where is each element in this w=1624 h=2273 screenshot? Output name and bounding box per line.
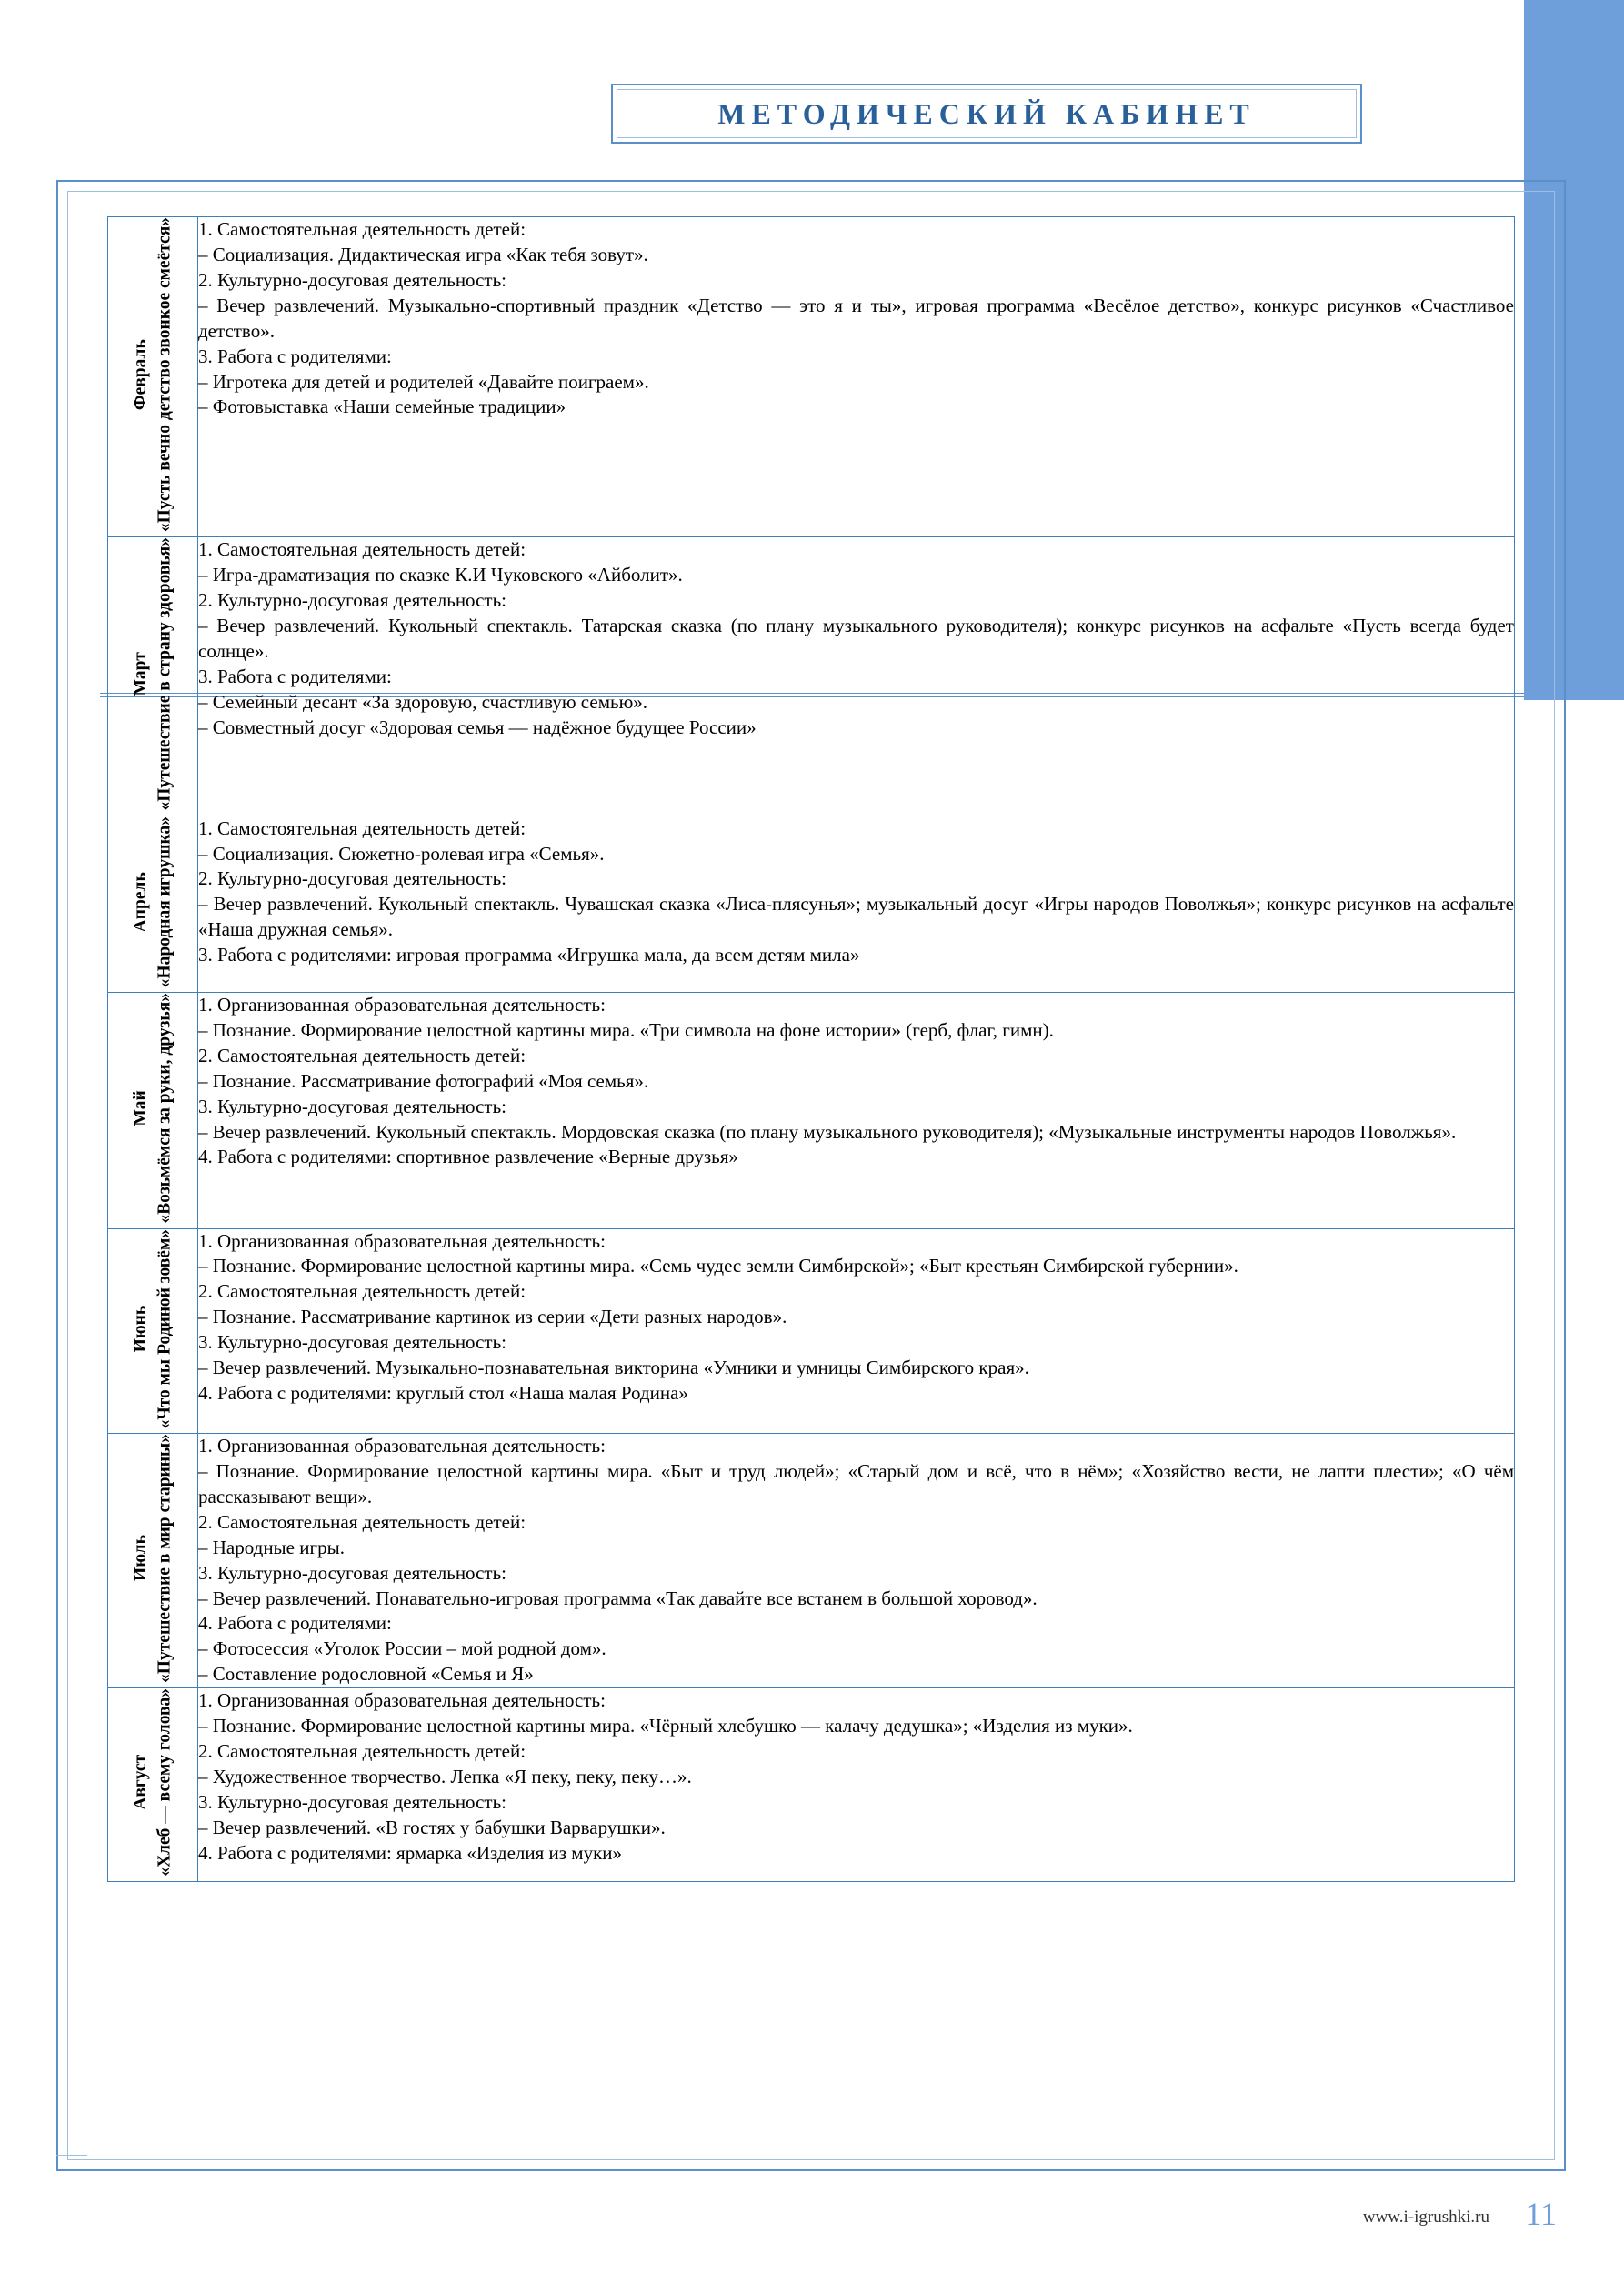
activity-line: 2. Культурно-досуговая деятельность: bbox=[198, 588, 506, 611]
table-row bbox=[108, 1433, 1515, 1687]
activity-line: 2. Самостоятельная деятельность детей: bbox=[198, 1044, 526, 1066]
activity-line: – Познание. Формирование целостной картины мира. «Чёрный хлебушко — калачу дедушка»; «Изделия из муки». bbox=[198, 1715, 1133, 1737]
activity-line: 2. Самостоятельная деятельность детей: bbox=[198, 1280, 526, 1303]
activity-line: – Познание. Рассматривание фотографий «Моя семья». bbox=[198, 1069, 649, 1092]
activity-line: 1. Самостоятельная деятельность детей: bbox=[198, 538, 526, 561]
footer-site-url[interactable]: www.i-igrushki.ru bbox=[1362, 2208, 1489, 2227]
activity-line: – Семейный десант «За здоровую, счастливую семью». bbox=[198, 690, 648, 713]
activity-line: – Вечер развлечений. Понавательно-игровая программа «Так давайте все встанем в большой хоровод». bbox=[198, 1587, 1038, 1609]
table-row bbox=[108, 992, 1515, 1228]
activity-line: – Вечер развлечений. Кукольный спектакль. Чувашская сказка «Лиса-плясунья»; музыкальный досуг «Игры народов Поволжья»; конкурс рисунков на асфальте «Наша дружная семья». bbox=[198, 893, 1514, 941]
activity-line: – Фотосессия «Уголок России – мой родной дом». bbox=[198, 1637, 606, 1660]
table-row bbox=[108, 537, 1515, 816]
month-theme-label bbox=[129, 816, 177, 987]
header-banner bbox=[611, 84, 1362, 144]
activity-line: – Вечер развлечений. Кукольный спектакль. Мордовская сказка (по плану музыкального руководителя); «Музыкальные инструменты народов Поволжья». bbox=[198, 1120, 1457, 1143]
activity-line: – Игротека для детей и родителей «Давайте поиграем». bbox=[198, 370, 649, 393]
activity-line: 4. Работа с родителями: круглый стол «Наша малая Родина» bbox=[198, 1382, 688, 1405]
activity-line: 3. Культурно-досуговая деятельность: bbox=[198, 1790, 506, 1813]
month-name: Май bbox=[130, 1090, 150, 1126]
activity-line: – Игра-драматизация по сказке К.И Чуковского «Айболит». bbox=[198, 564, 683, 586]
activity-line: – Вечер развлечений. Музыкально-познавательная викторина «Умники и умницы Симбирского края». bbox=[198, 1357, 1029, 1379]
month-name: Июнь bbox=[130, 1305, 150, 1353]
activity-line: 2. Культурно-досуговая деятельность: bbox=[198, 867, 506, 890]
activity-line: – Познание. Формирование целостной картины мира. «Быт и труд людей»; «Старый дом и всё, что в нём»; «Хозяйство вести, не лапти плести»; «О чём рассказывают вещи». bbox=[198, 1459, 1514, 1507]
plan-table-body bbox=[108, 217, 1515, 1882]
month-theme-label bbox=[129, 993, 177, 1224]
month-theme: «Пусть вечно детство звонкое смеётся» bbox=[155, 217, 174, 533]
activity-line: – Составление родословной «Семья и Я» bbox=[198, 1663, 534, 1686]
activity-line: 2. Самостоятельная деятельность детей: bbox=[198, 1510, 526, 1533]
table-row bbox=[108, 816, 1515, 992]
activities-cell bbox=[198, 1228, 1515, 1433]
month-cell bbox=[108, 217, 198, 537]
month-cell bbox=[108, 537, 198, 816]
month-cell bbox=[108, 1688, 198, 1882]
month-theme-label bbox=[129, 1688, 177, 1877]
activity-line: – Познание. Формирование целостной картины мира. «Три символа на фоне истории» (герб, флаг, гимн). bbox=[198, 1018, 1054, 1041]
activity-line: – Социализация. Сюжетно-ролевая игра «Семья». bbox=[198, 842, 605, 865]
activities-cell bbox=[198, 1433, 1515, 1687]
activity-line: 3. Культурно-досуговая деятельность: bbox=[198, 1561, 506, 1584]
page-footer bbox=[0, 2195, 1624, 2249]
activity-line: 3. Культурно-досуговая деятельность: bbox=[198, 1331, 506, 1354]
activity-line: 3. Работа с родителями: bbox=[198, 345, 392, 367]
month-theme-label bbox=[129, 1434, 177, 1683]
table-row bbox=[108, 1228, 1515, 1433]
month-name: Август bbox=[130, 1755, 150, 1810]
activity-line: 1. Организованная образовательная деятельность: bbox=[198, 1689, 606, 1712]
activity-line: 2. Культурно-досуговая деятельность: bbox=[198, 268, 506, 291]
month-name: Февраль bbox=[130, 339, 150, 411]
activity-line: – Социализация. Дидактическая игра «Как тебя зовут». bbox=[198, 243, 648, 265]
activities-cell bbox=[198, 1688, 1515, 1882]
month-theme: «Путешествие в мир старины» bbox=[155, 1433, 174, 1683]
month-name: Апрель bbox=[130, 871, 150, 932]
table-row bbox=[108, 1688, 1515, 1882]
activity-line: 3. Культурно-досуговая деятельность: bbox=[198, 1095, 506, 1117]
activity-line: 4. Работа с родителями: спортивное развлечение «Верные друзья» bbox=[198, 1146, 738, 1168]
activity-line: – Познание. Формирование целостной картины мира. «Семь чудес земли Симбирской»; «Быт крестьян Симбирской губернии». bbox=[198, 1255, 1238, 1277]
activity-line: 1. Самостоятельная деятельность детей: bbox=[198, 816, 526, 839]
month-theme-label bbox=[129, 217, 177, 532]
plan-table-wrapper bbox=[107, 216, 1515, 1882]
month-theme: «Возьмёмся за руки, друзья» bbox=[155, 992, 174, 1224]
activities-cell bbox=[198, 537, 1515, 816]
month-theme: «Хлеб — всему голова» bbox=[155, 1688, 174, 1877]
activity-line: 1. Самостоятельная деятельность детей: bbox=[198, 218, 526, 240]
activity-line: – Народные игры. bbox=[198, 1536, 345, 1558]
activity-line: 4. Работа с родителями: ярмарка «Изделия из муки» bbox=[198, 1841, 623, 1864]
month-name: Март bbox=[130, 652, 150, 696]
activity-line: – Совместный досуг «Здоровая семья — надёжное будущее России» bbox=[198, 716, 757, 738]
month-cell bbox=[108, 992, 198, 1228]
month-cell bbox=[108, 1433, 198, 1687]
activity-line: – Познание. Рассматривание картинок из серии «Дети разных народов». bbox=[198, 1306, 787, 1328]
activity-line: 3. Работа с родителями: игровая программа «Игрушка мала, да всем детям мила» bbox=[198, 944, 860, 966]
table-row bbox=[108, 217, 1515, 537]
activity-line: – Фотовыставка «Наши семейные традиции» bbox=[198, 396, 566, 418]
activity-line: – Вечер развлечений. «В гостях у бабушки Варварушки». bbox=[198, 1816, 666, 1838]
activity-line: 1. Организованная образовательная деятельность: bbox=[198, 993, 606, 1016]
activity-line: 2. Самостоятельная деятельность детей: bbox=[198, 1740, 526, 1763]
footer-page-number: 11 bbox=[1525, 2196, 1557, 2232]
page-title: МЕТОДИЧЕСКИЙ КАБИНЕТ bbox=[717, 96, 1256, 130]
month-name: Июль bbox=[130, 1535, 150, 1582]
month-cell bbox=[108, 816, 198, 992]
month-theme: «Народная игрушка» bbox=[155, 816, 174, 987]
decorative-blue-block bbox=[1524, 0, 1624, 700]
plan-table bbox=[107, 216, 1515, 1882]
month-cell bbox=[108, 1228, 198, 1433]
activity-line: – Художественное творчество. Лепка «Я пеку, пеку, пеку…». bbox=[198, 1765, 692, 1787]
activities-cell bbox=[198, 816, 1515, 992]
activity-line: 4. Работа с родителями: bbox=[198, 1612, 392, 1635]
month-theme-label bbox=[129, 537, 177, 810]
activity-line: 1. Организованная образовательная деятельность: bbox=[198, 1229, 606, 1252]
activity-line: – Вечер развлечений. Кукольный спектакль. Татарская сказка (по плану музыкального руководителя); конкурс рисунков на асфальте «Пусть всегда будет солнце». bbox=[198, 614, 1514, 662]
activity-line: 3. Работа с родителями: bbox=[198, 665, 392, 687]
month-theme: «Что мы Родиной зовём» bbox=[155, 1228, 174, 1428]
activity-line: 1. Организованная образовательная деятельность: bbox=[198, 1434, 606, 1457]
month-theme: «Путешествие в страну здоровья» bbox=[155, 537, 174, 811]
activities-cell bbox=[198, 992, 1515, 1228]
activities-cell bbox=[198, 217, 1515, 537]
page-frame-tick bbox=[56, 2155, 87, 2156]
month-theme-label bbox=[129, 1229, 177, 1428]
activity-line: – Вечер развлечений. Музыкально-спортивный праздник «Детство — это я и ты», игровая программа «Весёлое детство», конкурс рисунков «Счастливое детство». bbox=[198, 294, 1514, 342]
